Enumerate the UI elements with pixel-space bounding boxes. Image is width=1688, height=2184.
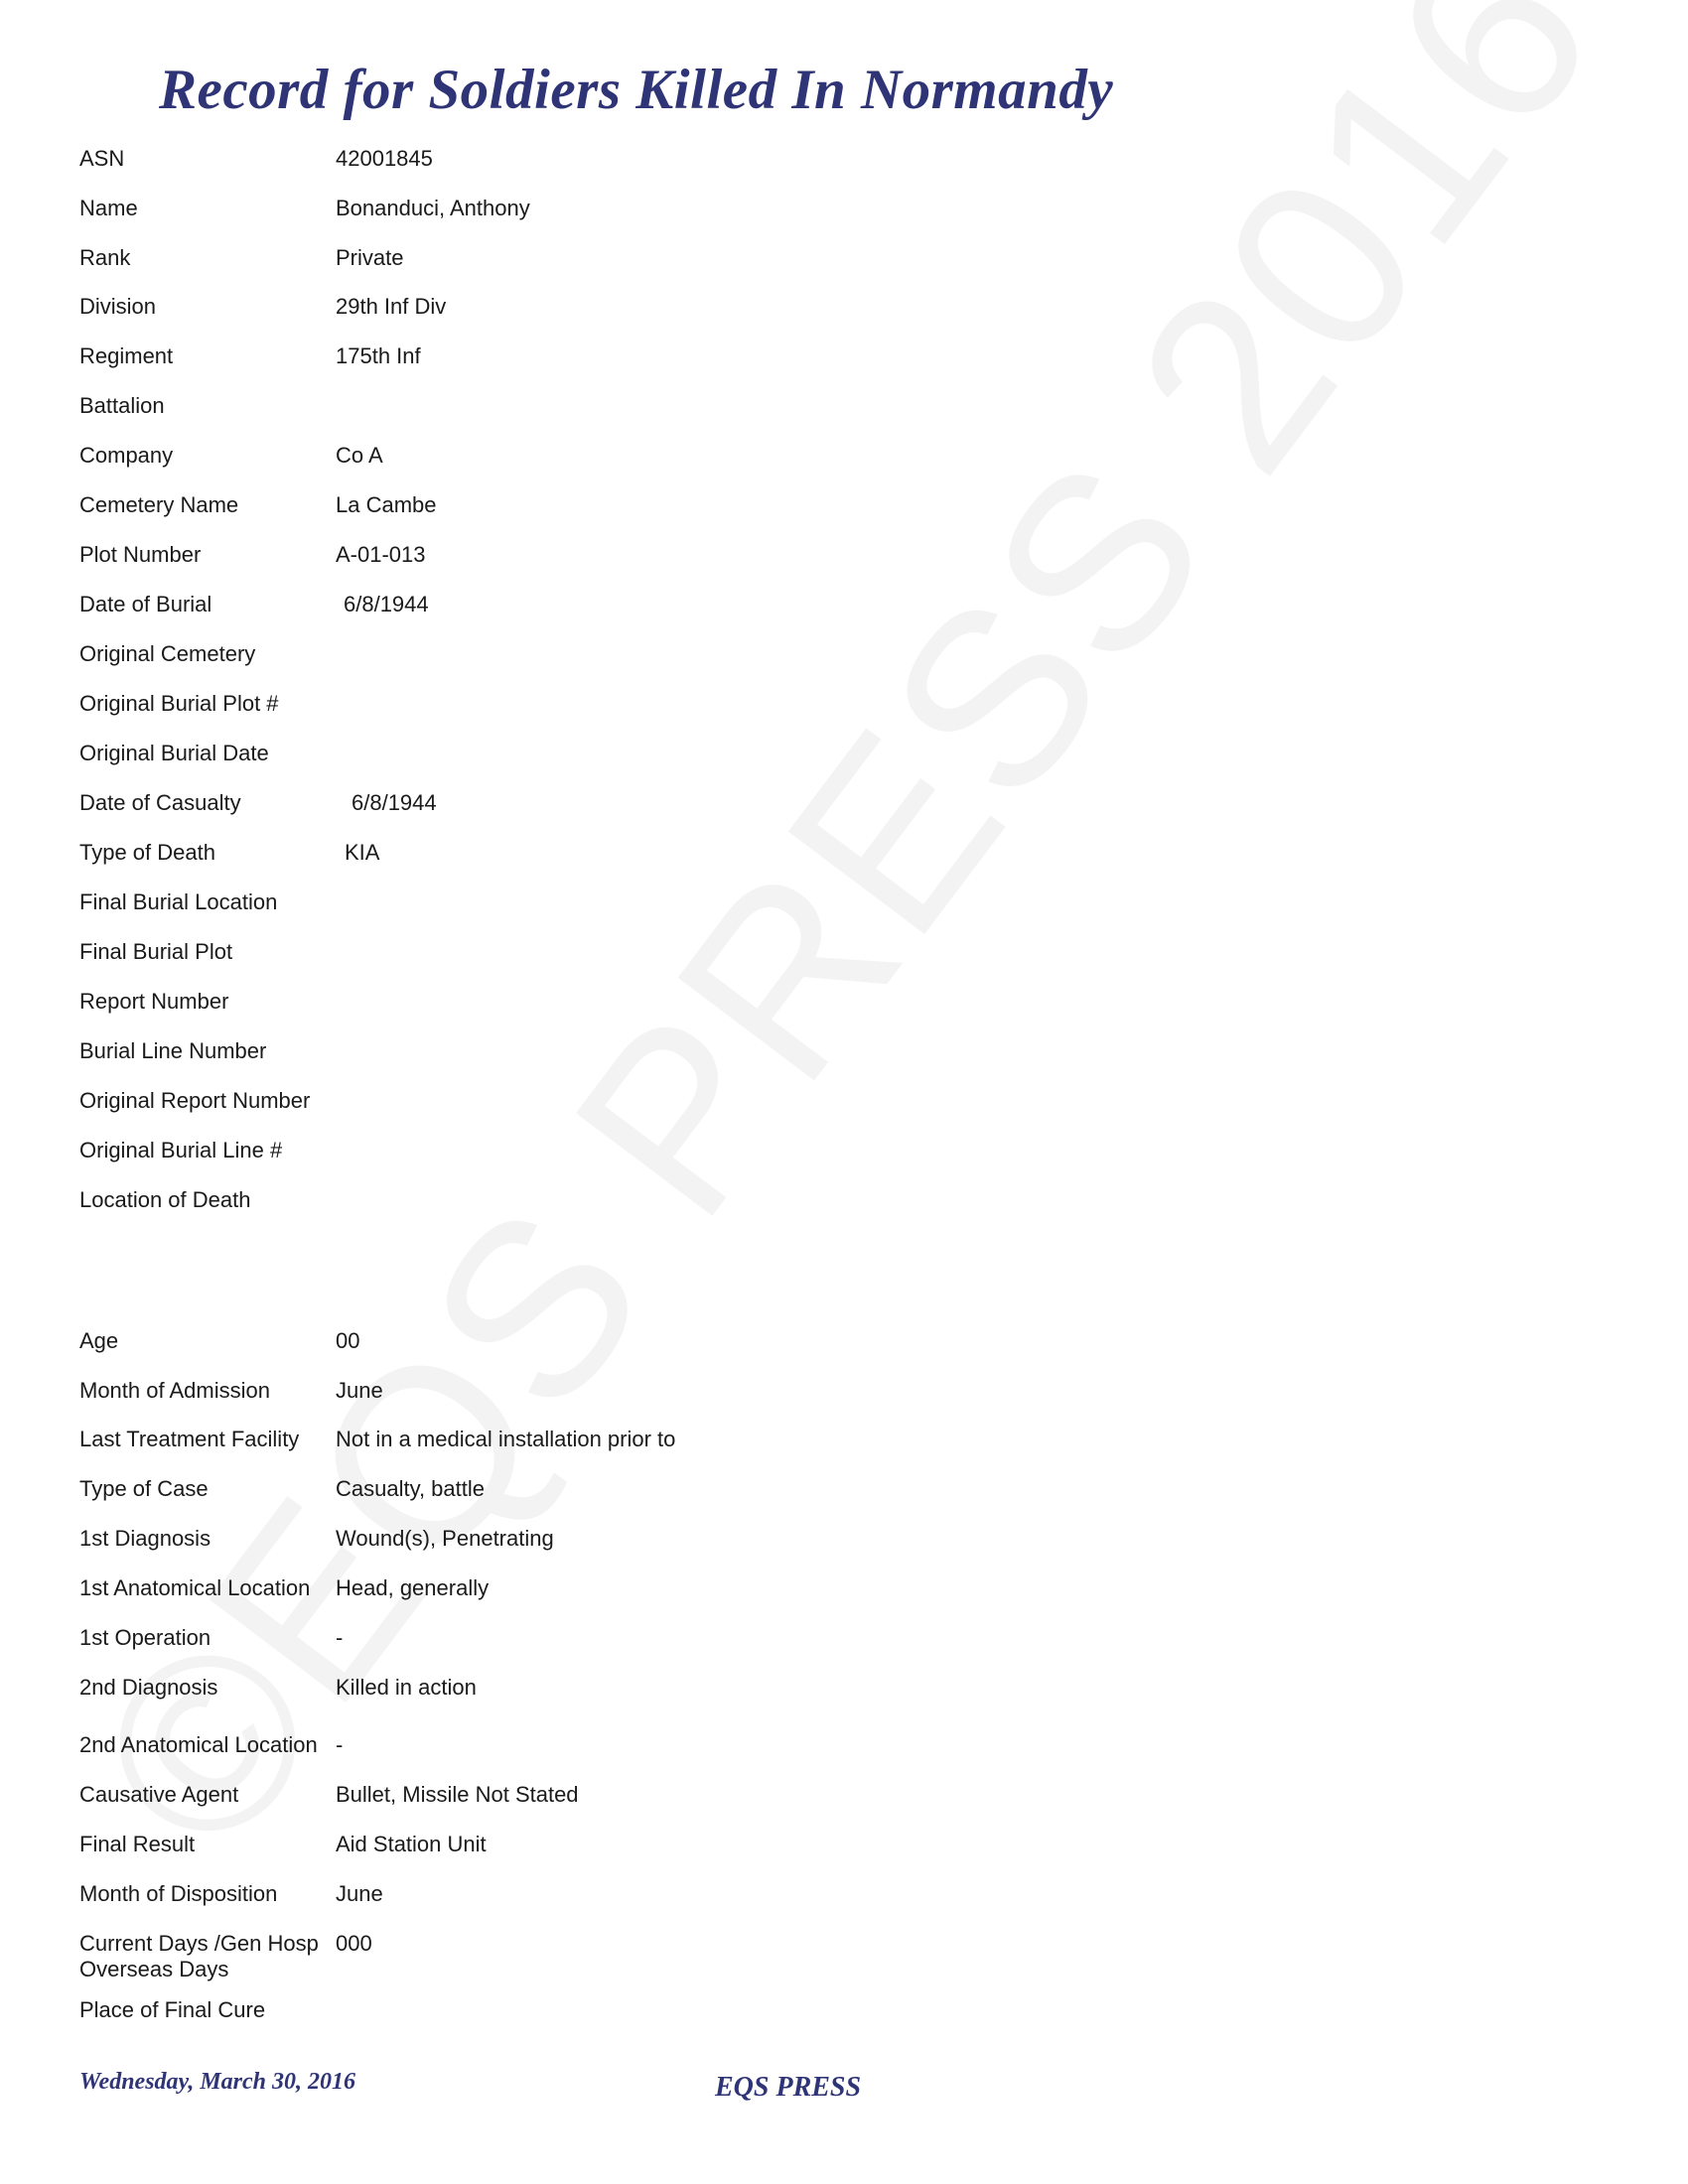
field-value: Private — [336, 245, 404, 270]
field-value: Killed in action — [336, 1675, 477, 1700]
field-label: Final Burial Plot — [79, 939, 233, 964]
field-value: 000 — [336, 1931, 372, 1956]
field-value: 6/8/1944 — [352, 790, 437, 815]
field-label: ASN — [79, 146, 125, 171]
field-label: Original Report Number — [79, 1088, 311, 1113]
field-label: Original Burial Plot # — [79, 691, 279, 716]
field-label: Burial Line Number — [79, 1038, 267, 1063]
footer-date: Wednesday, March 30, 2016 — [79, 2069, 355, 2095]
field-label: Type of Death — [79, 840, 215, 865]
field-label: Last Treatment Facility — [79, 1427, 300, 1451]
field-label: Month of Admission — [79, 1378, 270, 1403]
field-value: Head, generally — [336, 1575, 490, 1600]
field-label: 2nd Anatomical Location — [79, 1732, 318, 1757]
field-label: Original Burial Date — [79, 741, 269, 765]
field-label: Current Days /Gen Hosp — [79, 1931, 319, 1956]
field-value: Aid Station Unit — [336, 1832, 487, 1856]
field-label: Causative Agent — [79, 1782, 239, 1807]
field-value: Bullet, Missile Not Stated — [336, 1782, 579, 1807]
field-label: Report Number — [79, 989, 229, 1014]
field-label: Original Cemetery — [79, 641, 256, 666]
field-value: June — [336, 1378, 383, 1403]
field-value: 6/8/1944 — [344, 592, 429, 616]
field-value: 00 — [336, 1328, 360, 1353]
field-label: Plot Number — [79, 542, 202, 567]
field-value: - — [336, 1625, 344, 1650]
field-value: Wound(s), Penetrating — [336, 1526, 554, 1551]
field-label: Division — [79, 294, 157, 319]
field-label: Age — [79, 1328, 119, 1353]
field-label: 1st Operation — [79, 1625, 211, 1650]
field-value: June — [336, 1881, 383, 1906]
field-label: 1st Diagnosis — [79, 1526, 211, 1551]
field-label: Month of Disposition — [79, 1881, 278, 1906]
field-value: Casualty, battle — [336, 1476, 486, 1501]
field-label: Final Result — [79, 1832, 196, 1856]
field-value: 29th Inf Div — [336, 294, 447, 319]
field-value: Not in a medical installation prior to — [336, 1427, 676, 1451]
field-label: Location of Death — [79, 1187, 251, 1212]
field-label: Name — [79, 196, 138, 220]
field-value: KIA — [345, 840, 380, 865]
copyright-watermark — [39, 0, 1649, 1902]
page-title: Record for Soldiers Killed In Normandy — [159, 59, 1114, 121]
field-label: 2nd Diagnosis — [79, 1675, 218, 1700]
field-label: Date of Burial — [79, 592, 212, 616]
field-label: Date of Casualty — [79, 790, 241, 815]
field-value: 42001845 — [336, 146, 433, 171]
field-label: Place of Final Cure — [79, 1997, 266, 2022]
field-value: Bonanduci, Anthony — [336, 196, 530, 220]
field-label: Type of Case — [79, 1476, 209, 1501]
field-value: La Cambe — [336, 492, 437, 517]
field-value: Co A — [336, 443, 383, 468]
field-value: A-01-013 — [336, 542, 426, 567]
field-label: Cemetery Name — [79, 492, 239, 517]
footer-publisher: EQS PRESS — [715, 2072, 862, 2103]
field-value: 175th Inf — [336, 343, 421, 368]
field-label: Rank — [79, 245, 131, 270]
field-label: Final Burial Location — [79, 889, 278, 914]
field-label: 1st Anatomical Location — [79, 1575, 311, 1600]
field-value: - — [336, 1732, 344, 1757]
field-label-secondary: Overseas Days — [79, 1957, 229, 1981]
field-label: Company — [79, 443, 174, 468]
field-label: Battalion — [79, 393, 165, 418]
field-label: Regiment — [79, 343, 174, 368]
field-label: Original Burial Line # — [79, 1138, 283, 1162]
